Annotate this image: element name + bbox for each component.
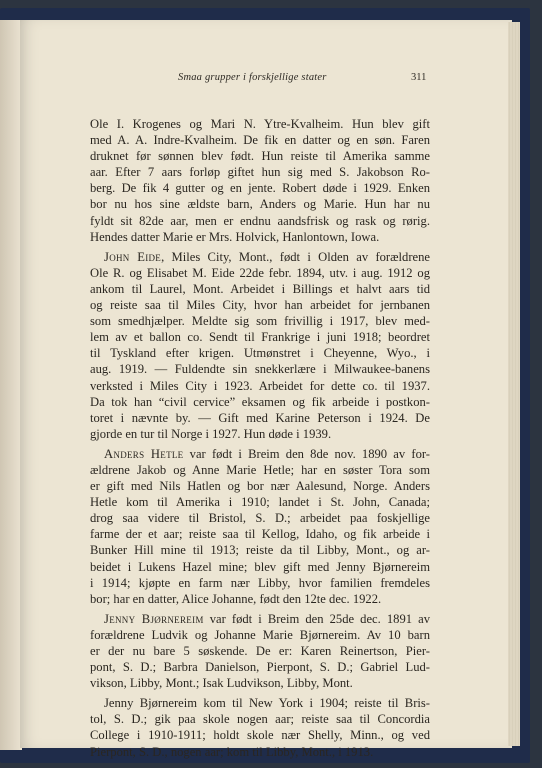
text-line: lem av et ballon co. Sendt til Frankrige i juni 1918; beordret: [90, 330, 430, 345]
text-line: bor nu hos sine ældste barn, Anders og Marie. Hun har nu: [90, 197, 430, 212]
text-line: er gift med Nils Hatlen og bor nær Aalesund, Norge. Anders: [90, 479, 430, 494]
person-name: Jenny Bjørnereim: [104, 611, 204, 626]
text-line: Hendes datter Marie er Mrs. Holvick, Hanlontown, Iowa.: [90, 229, 380, 244]
text-line: verksted i Miles City i 1923. Arbeidet for dette co. til 1937.: [90, 378, 430, 393]
text-line: med A. A. Indre-Kvalheim. De fik en datter og en søn. Faren: [90, 133, 430, 148]
text-line: aar. Efter 7 aars forløp giftet hun sig med S. Jakobson Ro-: [90, 165, 430, 180]
text-line-rest: var født i Breim den 8de nov. 1890 av for-: [183, 446, 430, 461]
text-line-rest: , Miles City, Mont., født i Olden av forældrene: [161, 249, 430, 264]
text-line: aug. 1919. — Fuldendte sin snekkerlære i Milwaukee-banens: [90, 362, 430, 377]
text-line: College i 1910-1911; holdt skole nær Shelly, Minn., og ved: [90, 728, 430, 743]
text-line: ankom til Laurel, Mont. Arbeidet i Billings et halvt aars tid: [90, 281, 430, 296]
paragraph: [90, 611, 430, 691]
paragraph: [90, 249, 430, 442]
text-line: [90, 249, 430, 265]
text-line: farme der et aar; reiste saa til Kellog, Idaho, og fik arbeide i: [90, 527, 430, 542]
running-header: [0, 72, 542, 88]
running-header-title: Smaa grupper i forskjellige stater: [178, 72, 327, 83]
text-line: og reiste saa til Miles City, hvor han arbeidet for jernbanen: [90, 298, 430, 313]
text-line: pont, S. D.; Barbra Danielson, Pierpont, S. D.; Gabriel Lud-: [90, 660, 430, 675]
text-line: forældrene Ludvik og Johanne Marie Bjørnereim. Av 10 barn: [90, 627, 430, 642]
text-line: Hetle kom til Amerika i 1910; landet i St. John, Canada;: [90, 495, 430, 510]
text-line: ældrene Jakob og Anne Marie Hetle; har en søster Tora som: [90, 462, 430, 477]
text-line: Ole R. og Elisabet M. Eide 22de febr. 1894, utv. i aug. 1912 og: [90, 265, 430, 280]
text-line: til Tyskland efter krigen. Utmønstret i Cheyenne, Wyo., i: [90, 346, 430, 361]
paragraph: [90, 695, 430, 759]
text-line: Jenny Bjørnereim kom til New York i 1904; reiste til Bris-: [104, 696, 430, 711]
paragraph: [90, 446, 430, 607]
text-line: Bunker Hill mine til 1913; reiste da til Libby, Mont., og ar-: [90, 543, 430, 558]
person-name: Anders Hetle: [104, 446, 184, 461]
text-line: [90, 611, 430, 627]
page-edges: [508, 22, 520, 746]
person-name: John Eide: [104, 249, 162, 264]
paragraph: [90, 116, 430, 245]
text-line: Ole I. Krogenes og Mari N. Ytre-Kvalheim. Hun blev gift: [90, 117, 430, 131]
text-line: tol, S. D.; gik paa skole nogen aar; reiste saa til Concordia: [90, 712, 430, 727]
page-gutter: [0, 20, 22, 750]
text-line: gjorde en tur til Norge i 1927. Hun døde i 1939.: [90, 426, 332, 441]
page-number: 311: [411, 72, 427, 83]
text-line: [90, 446, 430, 462]
text-line: Pierpont, S. D., nogen aar; kom til Libby, Mont., i 1913.: [90, 744, 374, 759]
text-line: fyldt sit 82de aar, men er endnu aandsfrisk og rask og rørig.: [90, 213, 430, 228]
text-line-rest: var født i Breim den 25de dec. 1891 av: [203, 611, 430, 626]
text-line: vikson, Libby, Mont.; Isak Ludvikson, Libby, Mont.: [90, 676, 353, 691]
text-line: berg. De fik 4 gutter og en jente. Robert døde i 1929. Enken: [90, 181, 430, 196]
text-line: druknet før sønnen blev født. Hun reiste til Amerika samme: [90, 149, 430, 164]
text-line: bor; har en datter, Alice Johanne, født den 12te dec. 1922.: [90, 591, 382, 606]
text-line: toret i nævnte by. — Gift med Karine Peterson i 1924. De: [90, 410, 430, 425]
text-line: som smedhjælper. Meldte sig som frivillig i 1917, blev med-: [90, 314, 430, 329]
text-line: er der nu bare 5 søskende. De er: Karen Reinertson, Pier-: [90, 644, 430, 658]
text-line: beidet i Lukens Hazel mine; blev gift med Jenny Bjørnereim: [90, 559, 430, 574]
page-body: [90, 116, 430, 760]
text-line: i 1914; kjøpte en farm nær Libby, hvor familien fremdeles: [90, 575, 430, 590]
text-line: Da tok han “civil cervice” eksamen og fik arbeide i postkon-: [90, 394, 430, 409]
text-line: drog saa videre til Bristol, S. D.; arbeidet paa foskjellige: [90, 511, 430, 526]
